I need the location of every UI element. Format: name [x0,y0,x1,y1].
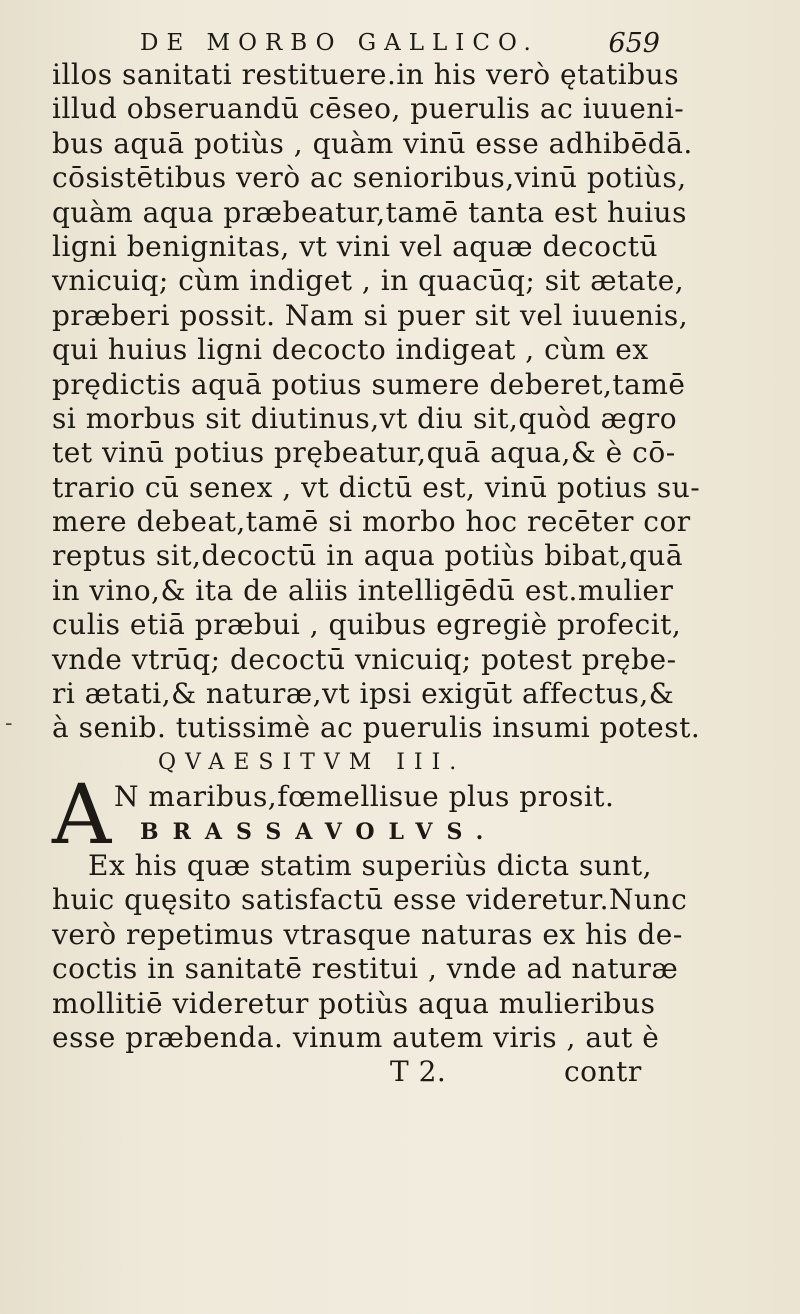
question-heading: QVAESITVM III. [158,749,466,775]
text-line: ri ætati,& naturæ,vt ipsi exigūt affectus,& [52,677,675,711]
text-line: vnicuiq; cùm indiget , in quacūq; sit ætate, [52,264,685,298]
text-line: præberi possit. Nam si puer sit vel iuuenis, [52,298,689,332]
text-line: coctis in sanitatē restitui , vnde ad naturæ [52,952,679,986]
running-head: DE MORBO GALLICO. [140,30,539,56]
text-line: culis etiā præbui , quibus egregiè profecit, [52,608,682,642]
text-line: huic quęsito satisfactū esse videretur.Nunc [52,883,688,917]
text-line: vnde vtrūq; decoctū vnicuiq; potest prębe- [52,642,677,676]
catchword: contr [564,1055,642,1089]
question-text: N maribus,fœmellisue plus prosit. [114,780,615,814]
text-line: cōsistētibus verò ac senioribus,vinū potiùs, [52,161,687,195]
text-line: verò repetimus vtrasque naturas ex his de- [52,917,683,951]
text-line: qui huius ligni decocto indigeat , cùm ex [52,333,649,367]
page-footer [52,1055,772,1089]
text-line: trario cū senex , vt dictū est, vinū potius su- [52,470,701,504]
text-line: in vino,& ita de aliis intelligēdū est.mulier [52,573,674,607]
text-line: reptus sit,decoctū in aqua potiùs bibat,quā [52,539,684,573]
text-line: illud obseruandū cēseo, puerulis ac iuueni- [52,92,685,126]
folio-number: 659 [608,28,660,59]
text-line: mollitiē videretur potiùs aqua mulieribus [52,986,656,1020]
text-line: esse præbenda. vinum autem viris , aut è [52,1020,660,1054]
author-heading: BRASSAVOLVS. [140,818,498,845]
signature-mark: T 2. [390,1055,447,1089]
text-line: mere debeat,tamē si morbo hoc recēter cor [52,505,691,539]
text-line: Ex his quæ statim superiùs dicta sunt, [88,848,653,882]
margin-mark: - [5,711,13,736]
text-line: si morbus sit diutinus,vt diu sit,quòd ægro [52,401,678,435]
text-line: bus aquā potiùs , quàm vinū esse adhibēdā. [52,126,693,160]
text-block [52,58,772,1090]
text-line: prędictis aquā potius sumere deberet,tamē [52,367,686,401]
text-line: quàm aqua præbeatur,tamē tanta est huius [52,195,687,229]
text-line: tet vinū potius prębeatur,quā aqua,& è cō- [52,436,676,470]
text-line: à senib. tutissimè ac puerulis insumi potest. [52,711,701,745]
text-line: ligni benignitas, vt vini vel aquæ decoctū [52,229,658,263]
text-line: illos sanitati restituere.in his verò ętatibus [52,58,680,91]
drop-cap: A [52,768,112,864]
